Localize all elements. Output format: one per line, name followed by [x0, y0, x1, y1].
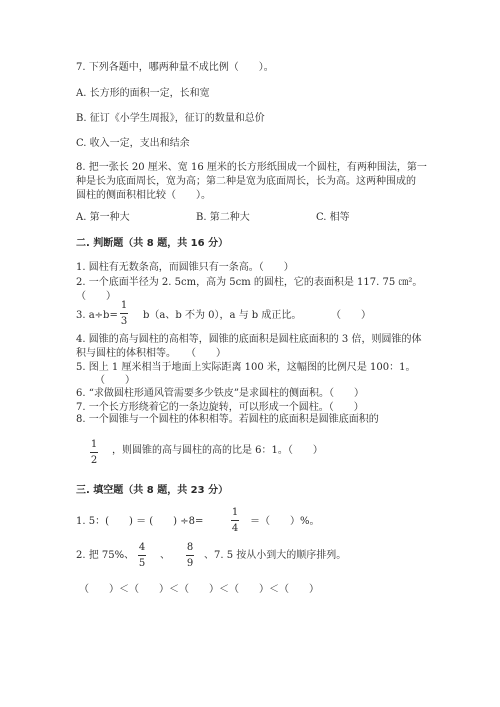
fill-item-2-suffix: 、7. 5 按从小到大的顺序排列。 — [204, 550, 347, 561]
judge-item-2-paren: （ ） — [76, 291, 116, 302]
q7-option-c: C. 收入一定，支出和结余 — [76, 138, 190, 149]
fraction-bar — [186, 555, 194, 556]
fraction-denominator: 2 — [90, 455, 98, 466]
judge-item-8-line-1: 8. 一个圆锥与一个圆柱的体积相等。若圆柱的底面积是圆锥底面积的 — [76, 414, 379, 425]
fill-item-2-prefix: 2. 把 75%、 — [76, 550, 135, 561]
fraction-bar — [120, 313, 128, 314]
fraction-numerator: 8 — [186, 542, 194, 553]
section-3-title: 三. 填空题（共 8 题，共 23 分） — [76, 485, 229, 496]
judge-item-4-line-1: 4. 圆锥的高与圆柱的高相等，圆锥的底面积是圆柱底面积的 3 倍，则圆锥的体 — [76, 334, 422, 345]
q8-option-a: A. 第一种大 — [76, 212, 130, 223]
fill-item-1-prefix: 1. 5：( ) ＝ ( ) ÷8= — [76, 516, 204, 527]
fill-item-2-sep: 、 — [160, 550, 170, 561]
fraction-numerator: 1 — [120, 300, 128, 311]
fill-item-2-fraction-1 — [138, 542, 146, 569]
q8-line-1: 8. 把一张长 20 厘米、宽 16 厘米的长方形纸围成一个圆柱，有两种围法，第一 — [76, 162, 427, 173]
fill-item-2-answer-row: （ ）＜（ ）＜（ ）＜（ ）＜（ ） — [79, 584, 319, 595]
q8-line-3: 圆柱的侧面积相比较（ ）。 — [76, 190, 211, 201]
judge-item-3-paren: （ ） — [331, 310, 371, 321]
judge-item-8-line-2: ，则圆锥的高与圆柱的高的比是 6：1。（ ） — [112, 445, 323, 456]
q7-option-a: A. 长方形的面积一定，长和宽 — [76, 88, 210, 99]
fraction-bar — [138, 555, 146, 556]
judge-item-5: 5. 图上 1 厘米相当于地面上实际距离 100 米，这幅图的比例尺是 100：1。 — [76, 362, 416, 373]
judge-item-1: 1. 圆柱有无数条高，而圆锥只有一条高。（ ） — [76, 262, 294, 273]
q7-stem: 7. 下列各题中，哪两种量不成比例（ ）。 — [76, 62, 274, 73]
judge-item-2: 2. 一个底面半径为 2. 5cm，高为 5cm 的圆柱，它的表面积是 117. 75 ㎝²。 — [76, 277, 423, 288]
fill-item-2-fraction-2 — [186, 542, 194, 569]
fraction-denominator: 4 — [231, 523, 239, 534]
fraction-bar — [231, 520, 239, 521]
q8-option-c: C. 相等 — [316, 212, 350, 223]
fill-item-1-suffix: ＝（ ）%。 — [250, 516, 320, 527]
judge-item-6: 6. “求做圆柱形通风管需要多少铁皮”是求圆柱的侧面积。（ ） — [76, 388, 364, 399]
judge-item-8-fraction — [90, 439, 98, 466]
judge-item-4-line-2: 积与圆柱的体积相等。 （ ） — [76, 348, 226, 359]
judge-item-3-text: b（a、b 不为 0），a 与 b 成正比。 — [143, 310, 302, 321]
judge-item-7: 7. 一个长方形绕着它的一条边旋转，可以形成一个圆柱。（ ） — [76, 402, 364, 413]
fraction-bar — [90, 452, 98, 453]
q8-option-b: B. 第二种大 — [196, 212, 250, 223]
fraction-numerator: 1 — [231, 507, 239, 518]
fraction-denominator: 3 — [120, 316, 128, 327]
fraction-numerator: 4 — [138, 542, 146, 553]
q8-line-2: 种是长为底面周长，宽为高；第二种是宽为底面周长，长为高。这两种围成的 — [76, 176, 416, 187]
fraction-denominator: 9 — [186, 558, 194, 569]
judge-item-5-paren: （ ） — [95, 375, 135, 386]
fraction-numerator: 1 — [90, 439, 98, 450]
section-2-title: 二. 判断题（共 8 题，共 16 分） — [76, 238, 229, 249]
judge-item-3-fraction — [120, 300, 128, 327]
q7-option-b: B. 征订《小学生周报》，征订的数量和总价 — [76, 113, 265, 124]
judge-item-3-prefix: 3. a÷b= — [76, 310, 118, 321]
fraction-denominator: 5 — [138, 558, 146, 569]
fill-item-1-fraction — [231, 507, 239, 534]
